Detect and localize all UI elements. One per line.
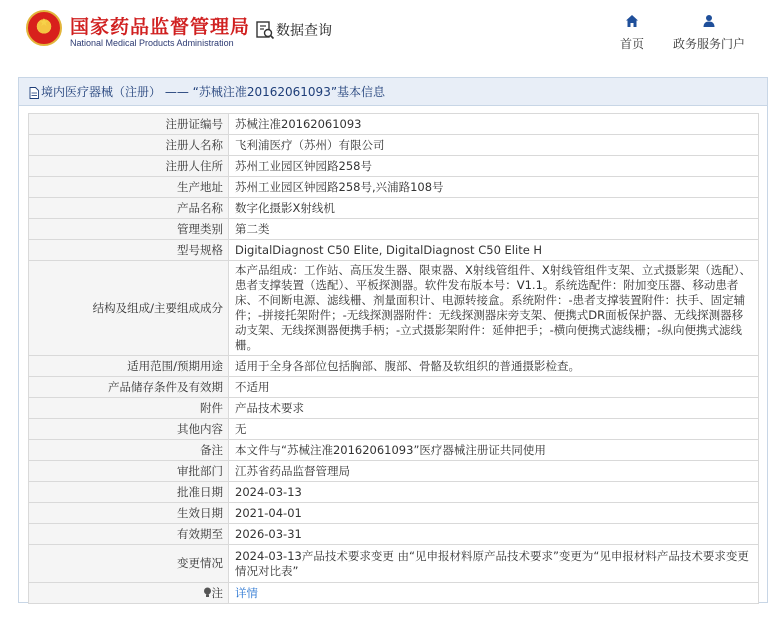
data-query-link[interactable]: 数据查询 — [276, 23, 332, 39]
field-label: 其他内容 — [29, 419, 229, 440]
table-row — [29, 440, 759, 461]
device-info-panel — [18, 77, 768, 603]
field-value: 适用于全身各部位包括胸部、腹部、骨骼及软组织的普通摄影检查。 — [229, 356, 759, 377]
field-label: 有效期至 — [29, 524, 229, 545]
nav-gov-service-label: 政务服务门户 — [672, 37, 745, 51]
registration-info-table — [28, 113, 759, 604]
table-row — [29, 377, 759, 398]
field-value: 本文件与“苏械注准20162061093”医疗器械注册证共同使用 — [229, 440, 759, 461]
details-link[interactable]: 详情 — [235, 585, 258, 600]
table-row — [29, 135, 759, 156]
field-label: 注册证编号 — [29, 114, 229, 135]
field-value: 2021-04-01 — [229, 503, 759, 524]
brand-name-cn: 国家药品监督管理局 — [70, 16, 251, 38]
panel-title-text: 境内医疗器械（注册） —— “苏械注准20162061093”基本信息 — [41, 85, 386, 99]
nav-gov-service[interactable] — [668, 14, 750, 52]
field-label: 审批部门 — [29, 461, 229, 482]
field-value: 无 — [229, 419, 759, 440]
data-query-icon — [255, 20, 275, 40]
field-label: 适用范围/预期用途 — [29, 356, 229, 377]
table-row — [29, 240, 759, 261]
document-icon — [29, 87, 39, 99]
field-value: 产品技术要求 — [229, 398, 759, 419]
table-row — [29, 461, 759, 482]
site-header — [0, 0, 779, 64]
field-value: 2024-03-13产品技术要求变更 由“见申报材料原产品技术要求”变更为“见申报材料产品技术要求变更情况对比表” — [229, 545, 759, 583]
table-row — [29, 419, 759, 440]
table-row — [29, 261, 759, 356]
table-row — [29, 583, 759, 604]
table-row — [29, 524, 759, 545]
note-label: 注 — [211, 585, 223, 600]
field-label: 注册人住所 — [29, 156, 229, 177]
panel-title — [19, 78, 767, 106]
field-value: 2024-03-13 — [229, 482, 759, 503]
field-value: 苏州工业园区钟园路258号 — [229, 156, 759, 177]
table-row — [29, 482, 759, 503]
table-row — [29, 114, 759, 135]
field-value: 数字化摄影X射线机 — [229, 198, 759, 219]
field-value: 苏州工业园区钟园路258号,兴浦路108号 — [229, 177, 759, 198]
table-row — [29, 156, 759, 177]
table-row — [29, 503, 759, 524]
brand-name-en: National Medical Products Administration — [70, 38, 234, 48]
field-label: 注册人名称 — [29, 135, 229, 156]
field-label: 变更情况 — [29, 545, 229, 583]
field-value: 第二类 — [229, 219, 759, 240]
field-label: 型号规格 — [29, 240, 229, 261]
field-label: 管理类别 — [29, 219, 229, 240]
national-emblem-logo: ★ — [26, 10, 62, 46]
field-value — [229, 583, 759, 604]
field-label: 产品储存条件及有效期 — [29, 377, 229, 398]
table-row — [29, 545, 759, 583]
nav-home[interactable] — [614, 14, 650, 52]
field-label: 附件 — [29, 398, 229, 419]
field-label: 结构及组成/主要组成成分 — [29, 261, 229, 356]
table-row — [29, 177, 759, 198]
nav-home-label: 首页 — [619, 37, 644, 51]
field-label: 生效日期 — [29, 503, 229, 524]
field-value: 2026-03-31 — [229, 524, 759, 545]
field-label: 生产地址 — [29, 177, 229, 198]
table-row — [29, 398, 759, 419]
field-label-note — [29, 583, 229, 604]
field-value: DigitalDiagnost C50 Elite, DigitalDiagnost C50 Elite H — [229, 240, 759, 261]
field-value: 飞利浦医疗（苏州）有限公司 — [229, 135, 759, 156]
field-label: 备注 — [29, 440, 229, 461]
lightbulb-icon — [203, 587, 212, 598]
field-value: 江苏省药品监督管理局 — [229, 461, 759, 482]
field-label: 批准日期 — [29, 482, 229, 503]
field-value: 本产品组成：工作站、高压发生器、限束器、X射线管组件、X射线管组件支架、立式摄影架（选配）、患者支撑装置（选配）、平板探测器。软件发布版本号：V1.1。系统选配件：附加变压器、移动患者床、不间断电源、滤线栅、剂量面积计、电源转接盒。系统附件：-患者支撑装置附件：扶手、固定辅件；-拼接托架附件；-无线探测器附件：无线探测器床旁支架、便携式DR面板保护器、无线探测器移动支架、无线探测器便携手柄；-立式摄影架附件：延伸把手；-横向便携式滤线栅；-纵向便携式滤线栅。 — [229, 261, 759, 356]
field-label: 产品名称 — [29, 198, 229, 219]
home-icon — [625, 14, 639, 28]
table-row — [29, 219, 759, 240]
field-value: 苏械注准20162061093 — [229, 114, 759, 135]
table-row — [29, 198, 759, 219]
user-icon — [702, 14, 716, 28]
field-value: 不适用 — [229, 377, 759, 398]
table-row — [29, 356, 759, 377]
